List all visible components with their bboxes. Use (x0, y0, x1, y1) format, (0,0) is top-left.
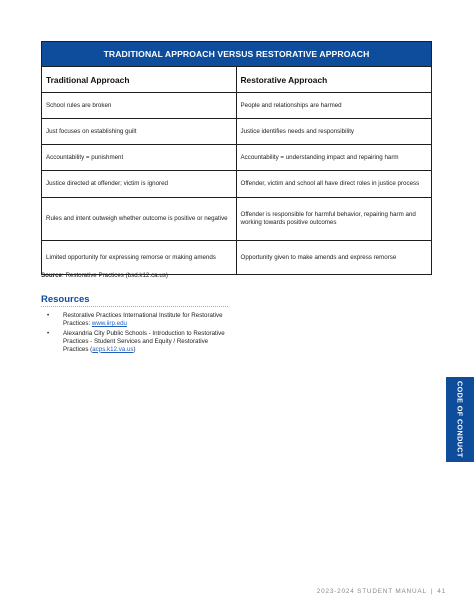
table-column-headers (42, 66, 431, 92)
traditional-cell: Justice directed at offender; victim is ignored (42, 171, 237, 197)
restorative-cell: Justice identifies needs and responsibility (240, 127, 355, 135)
table-row (42, 240, 431, 274)
bullet: • (47, 312, 50, 319)
table-row (42, 92, 431, 118)
resources-divider (41, 306, 228, 307)
page-footer (317, 588, 446, 595)
traditional-cell: Limited opportunity for expressing remorse or making amends (42, 241, 237, 274)
restorative-cell: People and relationships are harmed (240, 101, 342, 109)
column-header-restorative: Restorative Approach (240, 74, 328, 85)
list-item (44, 330, 230, 354)
traditional-cell: Just focuses on establishing guilt (42, 119, 237, 144)
table-row (42, 144, 431, 170)
source-text: Restorative Practices (bsd.k12.ca.us) (65, 272, 168, 279)
list-item (44, 312, 230, 328)
source-note: Source: Restorative Practices (bsd.k12.ca.us) (41, 272, 168, 279)
section-side-tab (446, 377, 474, 462)
footer-label: 2023-2024 STUDENT MANUAL (316, 588, 427, 595)
restorative-cell: Offender, victim and school all have direct roles in justice process (240, 180, 420, 187)
restorative-cell: Accountability = understanding impact and repairing harm (240, 153, 399, 161)
footer-separator: | (430, 588, 434, 595)
iirp-link[interactable]: www.iirp.edu (91, 320, 127, 327)
page-number: 41 (437, 588, 446, 595)
side-tab-label: CODE OF CONDUCT (455, 381, 465, 458)
column-header-traditional: Traditional Approach (42, 67, 237, 92)
table-title: TRADITIONAL APPROACH VERSUS RESTORATIVE APPROACH (42, 42, 431, 66)
comparison-table (41, 41, 432, 275)
resources-list (44, 312, 230, 355)
bullet: • (47, 329, 50, 337)
restorative-cell: Opportunity given to make amends and express remorse (240, 253, 397, 261)
resources-heading: Resources (41, 294, 90, 305)
traditional-cell: Rules and intent outweigh whether outcome is positive or negative (42, 198, 237, 240)
resource-description: Restorative Practices International Institute for Restorative Practices: (63, 312, 223, 327)
restorative-cell: Offender is responsible for harmful behavior, repairing harm and working towards positive outcomes (240, 211, 416, 226)
resource-text (63, 330, 230, 354)
resource-description: Alexandria City Public Schools - Introduction to Restorative Practices - Student Services and Equity / Restorative Practices ( (63, 329, 225, 353)
table-row (42, 118, 431, 144)
table-row (42, 170, 431, 197)
resource-suffix: ) (133, 345, 136, 353)
traditional-cell: School rules are broken (42, 93, 237, 118)
acps-link[interactable]: acps.k12.va.us (92, 345, 134, 353)
table-row (42, 197, 431, 240)
source-label: Source (41, 272, 62, 279)
resource-text (63, 312, 230, 328)
traditional-cell: Accountability = punishment (42, 145, 237, 170)
